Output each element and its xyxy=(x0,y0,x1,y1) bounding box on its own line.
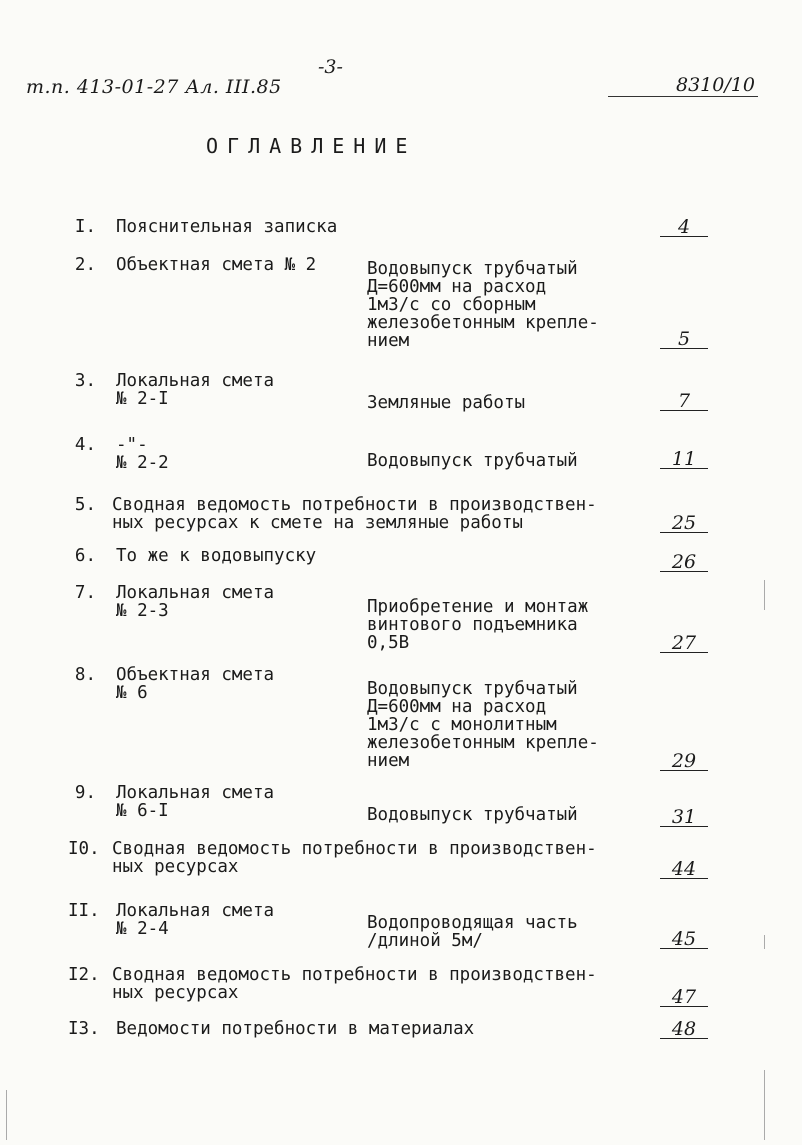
entry-number: 5. xyxy=(74,495,96,515)
entry-page: 48 xyxy=(660,1020,708,1039)
page-number: -3- xyxy=(318,56,343,78)
entry-title: Пояснительная записка xyxy=(116,217,338,237)
entry-description: Водовыпуск трубчатый xyxy=(367,451,578,471)
entry-description: Приобретение и монтаж винтового подъемника 0,5В xyxy=(367,597,589,653)
entry-description: Водопроводящая часть /длиной 5м/ xyxy=(367,913,578,951)
entry-title: Ведомости потребности в материалах xyxy=(116,1019,475,1039)
entry-number: I. xyxy=(74,217,96,237)
entry-description: Водовыпуск трубчатый xyxy=(367,805,578,825)
entry-title: Объектная смета № 6 xyxy=(116,665,275,703)
page-title: ОГЛАВЛЕНИЕ xyxy=(206,134,417,158)
entry-title: То же к водовыпуску xyxy=(116,546,317,566)
entry-number: I3. xyxy=(68,1019,100,1039)
scan-mark xyxy=(764,935,765,949)
entry-number: 7. xyxy=(74,583,96,603)
entry-number: 6. xyxy=(74,546,96,566)
entry-number: 2. xyxy=(74,255,96,275)
entry-number: I0. xyxy=(68,839,100,859)
header-underline xyxy=(608,96,758,97)
entry-title: Локальная смета № 2-4 xyxy=(116,901,275,939)
entry-page: 5 xyxy=(660,330,708,349)
entry-page: 44 xyxy=(660,860,708,879)
entry-number: 3. xyxy=(74,371,96,391)
entry-title: Сводная ведомость потребности в производствен- ных ресурсах xyxy=(112,839,597,877)
entry-title: Объектная смета № 2 xyxy=(116,255,317,275)
entry-page: 4 xyxy=(660,218,708,237)
entry-title: Сводная ведомость потребности в производствен- ных ресурсах xyxy=(112,965,597,1003)
entry-page: 7 xyxy=(660,392,708,411)
entry-page: 31 xyxy=(660,808,708,827)
entry-number: II. xyxy=(68,901,100,921)
entry-page: 11 xyxy=(660,450,708,469)
entry-page: 29 xyxy=(660,752,708,771)
entry-page: 26 xyxy=(660,553,708,572)
scan-mark xyxy=(6,1090,7,1140)
entry-description: Водовыпуск трубчатый Д=600мм на расход 1м3/с со сборным железобетонным крепле- нием xyxy=(367,259,599,351)
entry-page: 27 xyxy=(660,634,708,653)
entry-number: 9. xyxy=(74,783,96,803)
archive-number: 8310/10 xyxy=(676,74,755,96)
entry-page: 47 xyxy=(660,988,708,1007)
entry-title: Локальная смета № 2-3 xyxy=(116,583,275,621)
entry-title: -"- № 2-2 xyxy=(116,435,169,473)
scan-mark xyxy=(764,580,765,610)
entry-title: Локальная смета № 6-I xyxy=(116,783,275,821)
entry-title: Локальная смета № 2-I xyxy=(116,371,275,409)
entry-number: 4. xyxy=(74,435,96,455)
entry-title: Сводная ведомость потребности в производствен- ных ресурсах к смете на земляные работы xyxy=(112,495,597,533)
entry-number: 8. xyxy=(74,665,96,685)
entry-description: Водовыпуск трубчатый Д=600мм на расход 1м3/с с монолитным железобетонным крепле- нием xyxy=(367,679,599,771)
document-code: т.п. 413-01-27 Ал. III.85 xyxy=(26,76,282,98)
entry-page: 25 xyxy=(660,514,708,533)
scan-mark xyxy=(764,1070,765,1140)
entry-page: 45 xyxy=(660,930,708,949)
entry-description: Земляные работы xyxy=(367,393,526,413)
entry-number: I2. xyxy=(68,965,100,985)
